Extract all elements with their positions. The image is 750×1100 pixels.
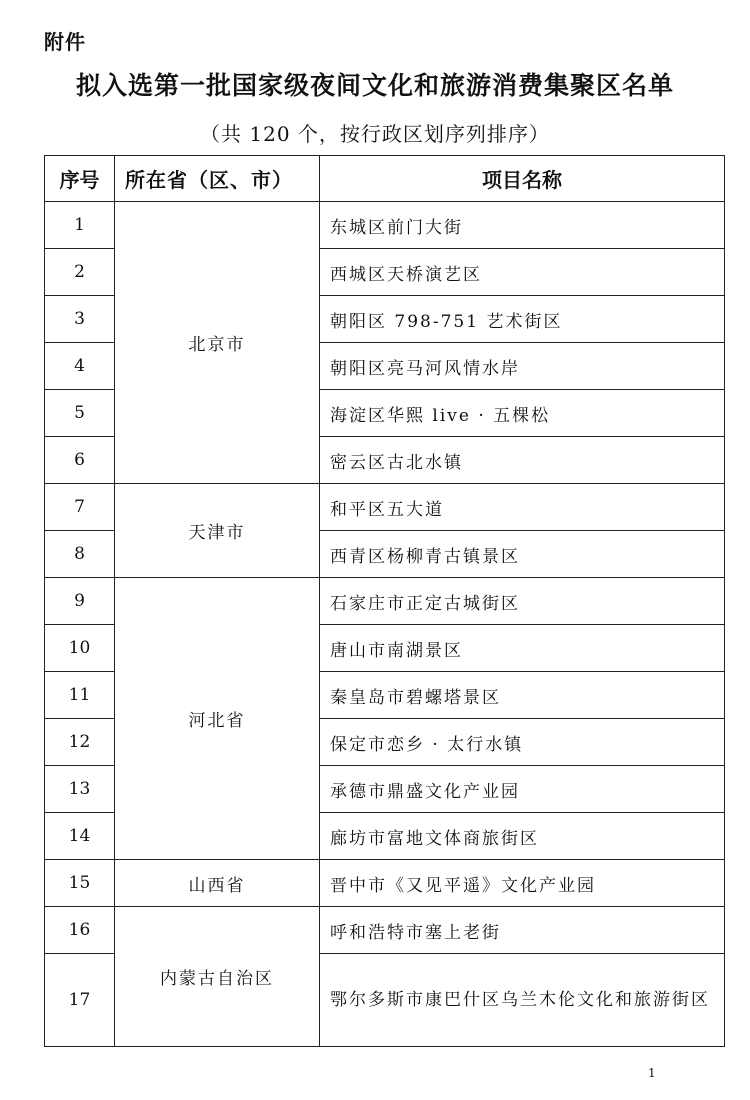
header-seq: 序号: [45, 156, 115, 202]
header-project-name: 项目名称: [320, 156, 725, 202]
attachment-label: 附件: [44, 30, 86, 54]
row-seq: 14: [45, 813, 115, 860]
row-seq: 6: [45, 437, 115, 484]
table-row: [45, 484, 725, 531]
row-seq: 5: [45, 390, 115, 437]
row-project-name: 朝阳区亮马河风情水岸: [320, 343, 725, 390]
row-seq: 10: [45, 625, 115, 672]
province-cell-beijing: 北京市: [115, 202, 320, 484]
district-list-table: [44, 155, 725, 1047]
row-project-name: 晋中市《又见平遥》文化产业园: [320, 860, 725, 907]
row-seq: 17: [45, 954, 115, 1047]
row-project-name: 西城区天桥演艺区: [320, 249, 725, 296]
row-seq: 1: [45, 202, 115, 249]
province-cell-shanxi: 山西省: [115, 860, 320, 907]
row-project-name: 石家庄市正定古城街区: [320, 578, 725, 625]
row-seq: 3: [45, 296, 115, 343]
province-cell-hebei: 河北省: [115, 578, 320, 860]
table-header-row: [45, 156, 725, 202]
row-seq: 13: [45, 766, 115, 813]
row-project-name: 海淀区华熙 live · 五棵松: [320, 390, 725, 437]
row-seq: 16: [45, 907, 115, 954]
row-seq: 2: [45, 249, 115, 296]
row-project-name: 朝阳区 798-751 艺术街区: [320, 296, 725, 343]
table-row: [45, 860, 725, 907]
row-project-name: 和平区五大道: [320, 484, 725, 531]
row-seq: 11: [45, 672, 115, 719]
row-project-name: 秦皇岛市碧螺塔景区: [320, 672, 725, 719]
row-project-name: 东城区前门大街: [320, 202, 725, 249]
province-cell-neimenggu: 内蒙古自治区: [115, 907, 320, 1047]
document-title: 拟入选第一批国家级夜间文化和旅游消费集聚区名单: [75, 71, 674, 100]
row-seq: 12: [45, 719, 115, 766]
table-row: [45, 907, 725, 954]
table-row: [45, 578, 725, 625]
row-project-name: 承德市鼎盛文化产业园: [320, 766, 725, 813]
row-project-name: 保定市恋乡 · 太行水镇: [320, 719, 725, 766]
row-project-name: 呼和浩特市塞上老街: [320, 907, 725, 954]
header-province: 所在省（区、市）: [115, 156, 320, 202]
row-project-name: 鄂尔多斯市康巴什区乌兰木伦文化和旅游街区: [320, 954, 725, 1047]
row-seq: 4: [45, 343, 115, 390]
table-row: [45, 202, 725, 249]
row-seq: 7: [45, 484, 115, 531]
row-project-name: 廊坊市富地文体商旅街区: [320, 813, 725, 860]
row-project-name: 唐山市南湖景区: [320, 625, 725, 672]
page-number: 1: [648, 1066, 656, 1080]
row-project-name: 密云区古北水镇: [320, 437, 725, 484]
row-seq: 15: [45, 860, 115, 907]
row-seq: 8: [45, 531, 115, 578]
province-cell-tianjin: 天津市: [115, 484, 320, 578]
document-subtitle: （共 120 个，按行政区划序列排序）: [200, 122, 550, 146]
row-seq: 9: [45, 578, 115, 625]
row-project-name: 西青区杨柳青古镇景区: [320, 531, 725, 578]
